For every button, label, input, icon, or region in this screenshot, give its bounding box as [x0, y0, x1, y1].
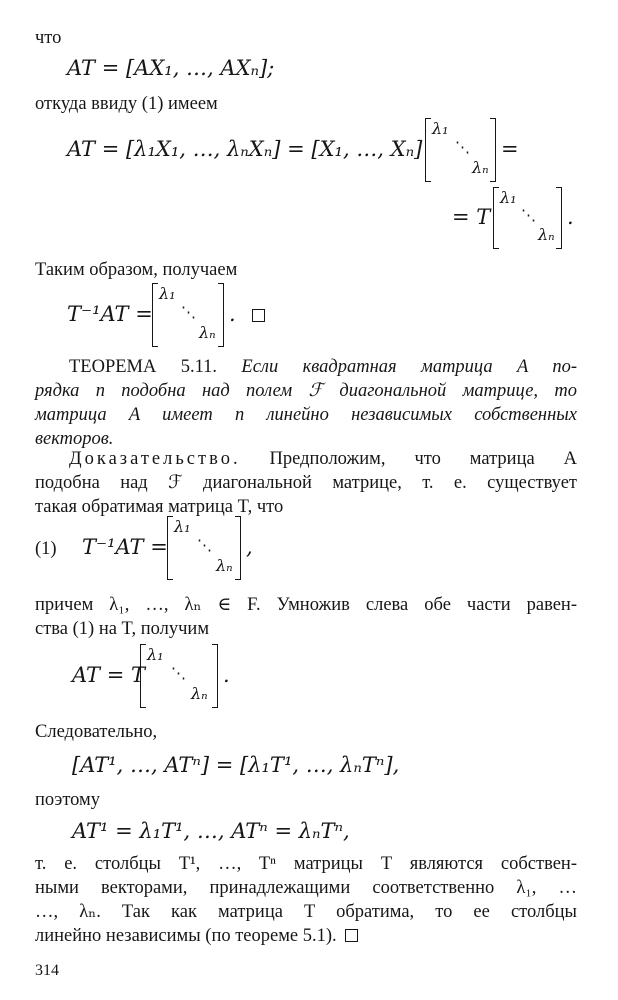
proof-line-1: [69, 448, 577, 470]
matrix-lambda-n: λₙ: [216, 556, 233, 575]
matrix-lambda-n: λₙ: [191, 684, 208, 703]
theorem-text: Если квадратная матрица A по-: [241, 357, 577, 377]
theorem-line-2: рядка n подобна над полем ℱ диагональной матрице, то: [35, 381, 577, 401]
matrix-diagonal-dots: ⋱: [171, 664, 186, 682]
text-line-otkuda: откуда ввиду (1) имеем: [35, 94, 218, 114]
matrix-right-bracket: [212, 644, 218, 708]
equation-comma: ,: [246, 535, 253, 559]
theorem-line-1: [69, 356, 577, 378]
matrix-diagonal-dots: ⋱: [181, 303, 196, 321]
final-line-4: [35, 925, 358, 947]
text-line-chto: что: [35, 28, 62, 48]
final-line-2: ными векторами, принадлежащими соответственно λ₁, …: [35, 878, 577, 898]
final-line-4-text: линейно независимы (по теореме 5.1).: [35, 926, 337, 946]
equation-period: .: [223, 663, 230, 687]
matrix-right-bracket: [218, 283, 224, 347]
equation-t-lambda: = T: [452, 205, 491, 229]
text-line-sledovatelno: Следовательно,: [35, 722, 158, 742]
matrix-lambda-1: λ₁: [147, 645, 164, 664]
equation-eigen-columns: AT¹ = λ₁T¹, …, ATⁿ = λₙTⁿ,: [72, 819, 350, 843]
final-line-3: …, λₙ. Так как матрица T обратима, то ее столбцы: [35, 902, 577, 922]
text-line-takim: Таким образом, получаем: [35, 260, 238, 280]
qed-square-icon: [252, 309, 265, 322]
page-number: 314: [35, 962, 59, 979]
equation-columns-lambda: [AT¹, …, ATⁿ] = [λ₁T¹, …, λₙTⁿ],: [72, 753, 400, 777]
equation-period: .: [567, 205, 574, 229]
equation-tinv-at: T⁻¹AT =: [67, 302, 153, 326]
theorem-line-3: матрица A имеет n линейно независимых собственных: [35, 405, 577, 425]
paragraph-line-1: причем λ₁, …, λₙ ∈ F. Умножив слева обе части равен-: [35, 595, 577, 615]
paragraph-line-2: ства (1) на T, получим: [35, 619, 210, 639]
proof-text: Предположим, что матрица A: [269, 449, 578, 469]
matrix-lambda-n: λₙ: [472, 158, 489, 177]
matrix-lambda-1: λ₁: [159, 284, 176, 303]
matrix-diagonal-dots: ⋱: [197, 536, 212, 554]
equation-period: .: [229, 302, 236, 326]
matrix-diagonal-dots: ⋱: [455, 138, 470, 156]
matrix-right-bracket: [556, 187, 562, 249]
matrix-right-bracket: [235, 516, 241, 580]
matrix-left-bracket: [152, 283, 158, 347]
matrix-diagonal-dots: ⋱: [521, 206, 536, 224]
qed-square-icon: [345, 929, 358, 942]
matrix-left-bracket: [425, 118, 431, 182]
equation-at-lambda: AT = [λ₁X₁, …, λₙXₙ] = [X₁, …, Xₙ]: [67, 137, 423, 161]
matrix-lambda-1: λ₁: [432, 119, 449, 138]
proof-line-2: подобна над ℱ диагональной матрице, т. е. существует: [35, 473, 577, 493]
matrix-lambda-1: λ₁: [500, 188, 517, 207]
matrix-lambda-n: λₙ: [538, 225, 555, 244]
proof-line-3: такая обратимая матрица T, что: [35, 497, 284, 517]
matrix-lambda-n: λₙ: [199, 323, 216, 342]
equation-at-t: AT = T: [72, 663, 145, 687]
proof-label: Доказательство.: [69, 449, 241, 469]
theorem-line-4: векторов.: [35, 429, 114, 449]
matrix-lambda-1: λ₁: [174, 517, 191, 536]
equation-equals-sign: =: [501, 137, 519, 161]
matrix-left-bracket: [167, 516, 173, 580]
equation-tinv-at-1: T⁻¹AT =: [82, 535, 168, 559]
matrix-right-bracket: [490, 118, 496, 182]
equation-number: (1): [35, 539, 57, 559]
text-line-poetomu: поэтому: [35, 790, 101, 810]
matrix-left-bracket: [140, 644, 146, 708]
matrix-left-bracket: [493, 187, 499, 249]
theorem-label: ТЕОРЕМА 5.11.: [69, 357, 218, 377]
final-line-1: т. е. столбцы T¹, …, Tⁿ матрицы T являются собствен-: [35, 854, 577, 874]
equation-at-columns: AT = [AX₁, …, AXₙ];: [67, 56, 275, 80]
